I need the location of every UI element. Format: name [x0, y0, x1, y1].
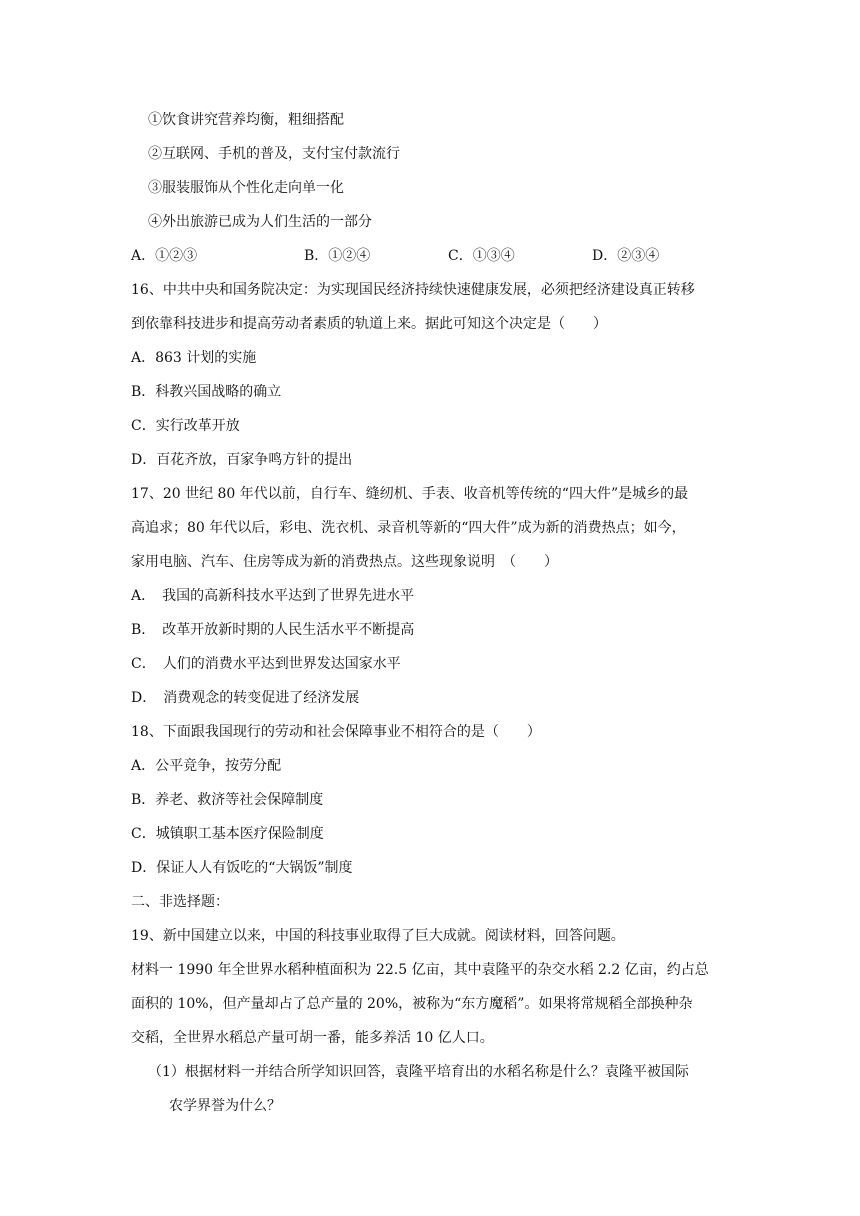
q15-option-b: B．①②④: [304, 248, 371, 264]
q15-option-a: A．①②③: [131, 248, 198, 264]
q17-stem-line-3: 家用电脑、汽车、住房等成为新的消费热点。这些现象说明 （ ）: [131, 554, 558, 570]
q16-option-d: D．百花齐放，百家争鸣方针的提出: [131, 452, 353, 468]
q18-option-b: B．养老、救济等社会保障制度: [131, 792, 324, 808]
q17-option-a: A． 我国的高新科技水平达到了世界先进水平: [131, 588, 415, 604]
q19-sub1-line-1: （1）根据材料一并结合所学知识回答，袁隆平培育出的水稻名称是什么？袁隆平被国际: [148, 1064, 689, 1080]
q15-item-3: ③服装服饰从个性化走向单一化: [148, 180, 344, 196]
q19-material-line-2: 面积的 10%，但产量却占了总产量的 20%，被称为“东方魔稻”。如果将常规稻全部换种杂: [131, 996, 693, 1012]
q18-stem: 18、下面跟我国现行的劳动和社会保障事业不相符合的是（ ）: [131, 724, 541, 740]
q16-option-a: A．863 计划的实施: [131, 350, 257, 366]
q15-item-4: ④外出旅游已成为人们生活的一部分: [148, 214, 372, 230]
q17-stem-line-2: 高追求；80 年代以后，彩电、洗衣机、录音机等新的“四大件”成为新的消费热点；如今，: [131, 520, 686, 536]
q19-sub1-line-2: 农学界誉为什么？: [169, 1098, 281, 1114]
q15-item-2: ②互联网、手机的普及，支付宝付款流行: [148, 146, 400, 162]
q18-option-a: A．公平竞争，按劳分配: [131, 758, 282, 774]
q19-material-line-3: 交稻，全世界水稻总产量可胡一番，能多养活 10 亿人口。: [131, 1030, 494, 1046]
section-heading: 二、非选择题：: [131, 894, 229, 910]
q17-option-b: B． 改革开放新时期的人民生活水平不断提高: [131, 622, 415, 638]
q17-stem-line-1: 17、20 世纪 80 年代以前，自行车、缝纫机、手表、收音机等传统的“四大件”是城乡的最: [131, 486, 689, 502]
q16-option-c: C．实行改革开放: [131, 418, 240, 434]
q15-option-c: C．①③④: [448, 248, 515, 264]
q16-option-b: B．科教兴国战略的确立: [131, 384, 282, 400]
q17-option-d: D． 消费观念的转变促进了经济发展: [131, 690, 360, 706]
q15-item-1: ①饮食讲究营养均衡，粗细搭配: [148, 112, 344, 128]
q16-stem-line-2: 到依靠科技进步和提高劳动者素质的轨道上来。据此可知这个决定是（ ）: [131, 316, 607, 332]
q16-stem-line-1: 16、中共中央和国务院决定：为实现国民经济持续快速健康发展，必须把经济建设真正转移: [131, 282, 695, 298]
q18-option-c: C．城镇职工基本医疗保险制度: [131, 826, 324, 842]
q19-stem: 19、新中国建立以来，中国的科技事业取得了巨大成就。阅读材料，回答问题。: [131, 928, 625, 944]
q19-material-line-1: 材料一 1990 年全世界水稻种植面积为 22.5 亿亩，其中袁隆平的杂交水稻 2.2 亿亩，约占总: [131, 962, 709, 978]
q17-option-c: C． 人们的消费水平达到世界发达国家水平: [131, 656, 401, 672]
q15-option-d: D．②③④: [592, 248, 660, 264]
q18-option-d: D．保证人人有饭吃的“大锅饭”制度: [131, 860, 353, 876]
